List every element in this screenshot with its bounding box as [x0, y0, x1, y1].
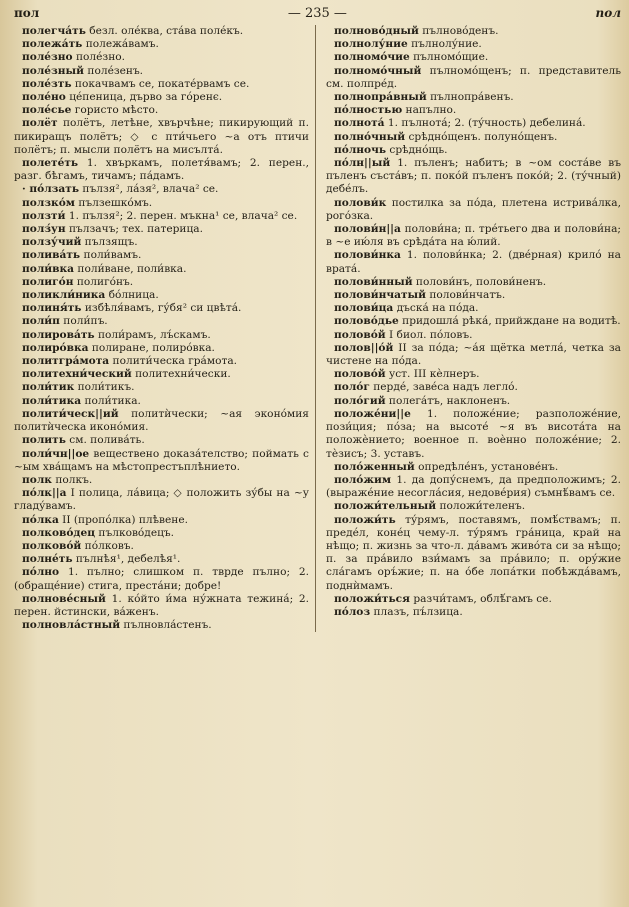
- entry-translation: 1. полови́нка; 2. (две́рная) крило́ на врата́.: [326, 249, 621, 275]
- entry-headword: по́лоз: [334, 605, 371, 618]
- entry-headword: полиго́н: [22, 275, 74, 288]
- dictionary-entry: [326, 289, 621, 302]
- entry-translation: напълно.: [402, 104, 457, 117]
- entry-headword: полз́ун: [22, 223, 66, 236]
- entry-translation: пълномо́щие.: [409, 51, 489, 64]
- entry-translation: дъска́ на по́да.: [393, 302, 479, 315]
- entry-translation: пълнолу́ние.: [407, 38, 482, 51]
- entry-translation: положи́теленъ.: [436, 500, 526, 513]
- right-guide-word: пол: [595, 6, 621, 20]
- entry-headword: ползти́: [22, 209, 66, 222]
- dictionary-entry: [326, 606, 621, 619]
- entry-translation: пълзя², ла́зя², влача² се.: [79, 183, 219, 196]
- entry-headword: полежа́ть: [22, 38, 83, 51]
- entry-translation: пълнопра́венъ.: [426, 91, 514, 104]
- entry-headword: полково́дец: [22, 526, 96, 539]
- entry-translation: 1. пълно; слишком п. тврде пълно; 2. (обраще́ние) стига, преста́ни; добре!: [14, 566, 309, 592]
- entry-translation: 1. да допу́снемъ, да предположимъ; 2. (выраже́ние несогла́сия, недове́рия) съмнѣ́вамъ се.: [326, 473, 621, 500]
- entry-headword: полово́й: [334, 368, 386, 381]
- entry-headword: поло́жим: [334, 473, 392, 486]
- entry-headword: положи́ть: [334, 513, 396, 526]
- entry-translation: полити́ческа гра́мота.: [109, 355, 238, 368]
- entry-translation: II (пропо́лка) плѣвене.: [58, 513, 188, 526]
- left-column: [14, 25, 316, 632]
- entry-headword: полиро́вка: [22, 341, 89, 354]
- dictionary-entry: [14, 263, 309, 276]
- entry-translation: пълнѣя¹, дебелѣя¹.: [72, 553, 181, 566]
- dictionary-entry: [326, 474, 621, 500]
- dictionary-entry: [326, 302, 621, 315]
- dictionary-entry: [14, 527, 309, 540]
- entry-headword: поло́гий: [334, 394, 386, 407]
- dictionary-entry: [14, 183, 309, 196]
- entry-translation: политехни́чески.: [131, 368, 231, 381]
- entry-headword: полегча́ть: [22, 25, 86, 37]
- entry-headword: полива́ть: [22, 249, 81, 262]
- entry-translation: пълновла́стенъ.: [120, 619, 212, 632]
- entry-translation: полиране, полиро́вка.: [88, 341, 215, 354]
- dictionary-entry: [326, 91, 621, 104]
- entry-headword: поли́вка: [22, 262, 75, 275]
- entry-headword: ползко́м: [22, 196, 75, 209]
- entry-headword: положи́ться: [334, 592, 410, 605]
- columns: [14, 25, 621, 632]
- entry-translation: пълзачъ; тех. патерица.: [65, 223, 203, 236]
- entry-translation: плазъ, пъ́лзица.: [370, 605, 463, 618]
- dictionary-entry: [14, 355, 309, 368]
- entry-translation: 1. пълзя²; 2. перен. мъкна¹ се, влача² се.: [65, 209, 298, 222]
- dictionary-entry: [14, 315, 309, 328]
- dictionary-entry: [14, 487, 309, 513]
- entry-headword: полови́к: [334, 196, 387, 209]
- entry-headword: поло́г: [334, 381, 370, 394]
- entry-translation: политѝчески; ~ая эконо́мия политѝческа иконо́мия.: [14, 407, 309, 434]
- entry-translation: поли́тика.: [81, 394, 141, 407]
- dictionary-entry: [326, 25, 621, 38]
- entry-headword: поле́зть: [22, 77, 72, 90]
- entry-translation: пълзящъ.: [81, 236, 138, 249]
- dictionary-entry: [326, 593, 621, 606]
- entry-translation: постилка за по́да, плетена истрива́лка, рого́зка.: [326, 196, 621, 222]
- page-header: [14, 6, 621, 22]
- entry-headword: поли́тика: [22, 394, 82, 407]
- dictionary-entry: [14, 210, 309, 223]
- dictionary-entry: [326, 514, 621, 593]
- entry-headword: полирова́ть: [22, 328, 95, 341]
- dictionary-entry: [14, 474, 309, 487]
- dictionary-entry: [326, 249, 621, 275]
- dictionary-entry: [14, 408, 309, 434]
- dictionary-entry: [14, 104, 309, 117]
- dictionary-entry: [14, 381, 309, 394]
- dictionary-entry: [14, 514, 309, 527]
- entry-translation: см. полива́ть.: [65, 434, 145, 447]
- dictionary-entry: [326, 223, 621, 249]
- dictionary-entry: [326, 131, 621, 144]
- entry-translation: це́пеница, дърво за го́ренє.: [65, 91, 223, 104]
- entry-headword: полно́чный: [334, 130, 406, 143]
- entry-translation: поле́зно.: [72, 51, 126, 64]
- dictionary-entry: [14, 157, 309, 183]
- dictionary-entry: [14, 197, 309, 210]
- page-number: — 235 —: [287, 6, 347, 21]
- entry-translation: I полица, ла́вица; ◇ положить зу́бы на ~у гладу́вамъ.: [14, 487, 309, 513]
- entry-translation: пълномо́щенъ; п. представитель см. полпре́д.: [326, 64, 621, 90]
- dictionary-entry: [326, 144, 621, 157]
- dictionary-entry: [14, 289, 309, 302]
- dictionary-entry: [326, 381, 621, 394]
- entry-headword: полити́ческ||ий: [22, 407, 119, 420]
- entry-headword: по́лка: [22, 513, 59, 526]
- entry-translation: 1. ко́йто и́ма ну́жната тежина́; 2. перен. йстински, ва́женъ.: [14, 592, 309, 618]
- entry-translation: придошла́ рѣка́, прийждане на водитѣ.: [398, 315, 621, 328]
- entry-translation: по́лковъ.: [81, 539, 134, 552]
- dictionary-entry: [14, 540, 309, 553]
- entry-translation: поли́пъ.: [59, 315, 108, 328]
- entry-translation: полови́нчатъ.: [426, 289, 506, 302]
- entry-headword: полнопра́вный: [334, 91, 427, 104]
- left-guide-word: пол: [14, 6, 40, 20]
- entry-headword: поли́тик: [22, 381, 75, 394]
- dictionary-entry: [14, 117, 309, 157]
- dictionary-entry: [14, 276, 309, 289]
- entry-translation: поли́тикъ.: [74, 381, 135, 394]
- entry-headword: поло́женный: [334, 460, 415, 473]
- dictionary-entry: [14, 249, 309, 262]
- entry-headword: · по́лзать: [22, 183, 80, 196]
- entry-headword: ползу́чий: [22, 236, 82, 249]
- entry-translation: разчи́тамъ, облѣ́гамъ се.: [409, 592, 552, 605]
- entry-headword: полови́ца: [334, 302, 394, 315]
- dictionary-entry: [14, 566, 309, 592]
- entry-headword: полово́й: [334, 328, 386, 341]
- dictionary-entry: [14, 91, 309, 104]
- entry-headword: по́лк||а: [22, 487, 67, 500]
- entry-headword: по́лн||ый: [334, 157, 391, 170]
- dictionary-entry: [326, 368, 621, 381]
- entry-translation: срѣдно́щенъ. полуно́щенъ.: [405, 130, 558, 143]
- entry-headword: по́лночь: [334, 143, 387, 156]
- entry-translation: полови́на; п. тре́тьего два и полови́на; в ~е ию́ля въ срѣда́та на ю́лий.: [326, 223, 621, 249]
- entry-headword: поли́чн||ое: [22, 447, 90, 460]
- dictionary-entry: [326, 117, 621, 130]
- entry-headword: положе́ни||е: [334, 407, 411, 420]
- entry-headword: полновла́стный: [22, 619, 121, 632]
- entry-translation: опредѣле́нъ, установе́нъ.: [414, 460, 559, 473]
- dictionary-entry: [326, 38, 621, 51]
- entry-translation: 1. положе́ние; разположе́ние, пози́ция; по́за; на высоте́ ~я въ висота́та на положѐнието; военное п. воѐнно положе́ние; 2. тѐзисъ; 3. уставъ.: [326, 407, 621, 460]
- dictionary-entry: [14, 448, 309, 474]
- dictionary-entry: [326, 461, 621, 474]
- entry-headword: полиня́ть: [22, 302, 82, 315]
- entry-headword: полово́дье: [334, 315, 399, 328]
- entry-headword: полови́нный: [334, 275, 413, 288]
- dictionary-entry: [326, 408, 621, 461]
- dictionary-entry: [326, 395, 621, 408]
- entry-headword: полови́нчатый: [334, 289, 426, 302]
- entry-translation: поли́ване, поли́вка.: [74, 262, 187, 275]
- dictionary-entry: [326, 51, 621, 64]
- entry-translation: ту́рямъ, поставямъ, помѣ́ствамъ; п. преде́л, коне́ц чему-л. ту́рямъ гра́ница, край на нѣщо; п. жизнь за что-л. да́вамъ живо́та си за нѣщо; п. за пра́вило взи́мамъ за пра́вило; п. ору́жие сла́гамъ оръ́жие; п. на о́бе лопа́тки побѣжда́вамъ, поднѝмамъ.: [326, 513, 621, 592]
- entry-translation: 1. хвъркамъ, полетя́вамъ; 2. перен., разг. бѣгамъ, тичамъ; па́дамъ.: [14, 157, 309, 183]
- dictionary-entry: [14, 65, 309, 78]
- entry-translation: 1. пълнота́; 2. (ту́чность) дебелина́.: [384, 117, 586, 130]
- entry-headword: полете́ть: [22, 157, 79, 170]
- entry-headword: поле́сье: [22, 104, 72, 117]
- dictionary-entry: [326, 276, 621, 289]
- entry-translation: полкъ.: [51, 473, 93, 486]
- entry-translation: 1. пъленъ; набитъ; в ~ом соста́ве въ пъленъ съста́въ; п. поко́й пъленъ поко́й; 2. (ту́чный) дебе́лъ.: [326, 157, 621, 196]
- entry-headword: полови́нка: [334, 249, 401, 262]
- entry-translation: I биол. по́ловъ.: [385, 328, 473, 341]
- dictionary-entry: [14, 342, 309, 355]
- dictionary-entry: [326, 500, 621, 513]
- entry-headword: положи́тельный: [334, 500, 437, 513]
- entry-translation: полиго́нъ.: [73, 275, 134, 288]
- entry-translation: веществено доказа́телство; поймать с ~ым хва́щамъ на мѣстопрестъплѣнието.: [14, 447, 309, 473]
- entry-headword: поли́п: [22, 315, 60, 328]
- entry-translation: гористо мѣсто.: [71, 104, 159, 117]
- dictionary-entry: [326, 329, 621, 342]
- entry-headword: поле́зно: [22, 51, 73, 64]
- dictionary-entry: [14, 223, 309, 236]
- entry-translation: пълзешко́мъ.: [74, 196, 153, 209]
- dictionary-entry: [14, 38, 309, 51]
- dictionary-entry: [14, 593, 309, 619]
- entry-headword: поликли́ника: [22, 289, 106, 302]
- right-column: [326, 25, 621, 632]
- dictionary-entry: [326, 157, 621, 197]
- entry-headword: полномо́чный: [334, 64, 422, 77]
- entry-headword: полне́ть: [22, 553, 73, 566]
- entry-headword: полномо́чие: [334, 51, 410, 64]
- entry-translation: поли́рамъ, лъ́скамъ.: [94, 328, 211, 341]
- entry-translation: полётъ, летѣне, хвърчѣне; пикирующий п. пикиращъ полётъ; ◇ с пти́чьего ~а отъ птичи полётъ; п. мысли полётъ на мисълта́.: [14, 117, 309, 156]
- entry-translation: полега́тъ, наклоненъ.: [385, 394, 511, 407]
- dictionary-entry: [326, 342, 621, 368]
- dictionary-entry: [14, 329, 309, 342]
- entry-translation: бо́лница.: [105, 289, 159, 302]
- entry-translation: II за по́да; ~а́я щётка метла́, четка за чистене на по́да.: [326, 341, 621, 368]
- entry-headword: полов||о́й: [334, 341, 394, 354]
- entry-headword: по́лно: [22, 566, 60, 579]
- entry-translation: полови́нъ, полови́ненъ.: [412, 275, 547, 288]
- entry-headword: полнолу́ние: [334, 38, 408, 51]
- entry-headword: полови́н||а: [334, 223, 401, 236]
- dictionary-entry: [14, 395, 309, 408]
- entry-translation: пълково́децъ.: [95, 526, 175, 539]
- dictionary-entry: [326, 65, 621, 91]
- entry-translation: покачвамъ се, покате́рвамъ се.: [71, 77, 250, 90]
- dictionary-entry: [326, 197, 621, 223]
- dictionary-entry: [326, 104, 621, 117]
- dictionary-entry: [14, 553, 309, 566]
- entry-translation: уст. III кѐлнеръ.: [385, 368, 480, 381]
- entry-headword: полить: [22, 434, 66, 447]
- entry-headword: полново́дный: [334, 25, 419, 37]
- entry-headword: полёт: [22, 117, 58, 130]
- dictionary-entry: [14, 619, 309, 632]
- entry-translation: срѣдно́щь.: [386, 143, 448, 156]
- dictionary-entry: [14, 368, 309, 381]
- entry-headword: политехни́ческий: [22, 368, 132, 381]
- dictionary-entry: [326, 315, 621, 328]
- entry-headword: полково́й: [22, 539, 82, 552]
- entry-translation: перде́, заве́са надъ легло́.: [369, 381, 518, 394]
- dictionary-entry: [14, 302, 309, 315]
- dictionary-entry: [14, 236, 309, 249]
- entry-translation: безл. оле́ква, ста́ва поле́къ.: [85, 25, 244, 37]
- entry-translation: поле́зенъ.: [84, 64, 144, 77]
- entry-headword: поле́зный: [22, 64, 85, 77]
- entry-translation: пълново́денъ.: [418, 25, 499, 37]
- entry-headword: полнота́: [334, 117, 385, 130]
- entry-headword: полк: [22, 473, 52, 486]
- entry-headword: политгра́мота: [22, 355, 110, 368]
- dictionary-entry: [14, 434, 309, 447]
- dictionary-entry: [14, 78, 309, 91]
- entry-translation: поли́вамъ.: [80, 249, 142, 262]
- entry-headword: поле́но: [22, 91, 66, 104]
- entry-headword: по́лностью: [334, 104, 403, 117]
- dictionary-entry: [14, 51, 309, 64]
- entry-translation: избѣля́вамъ, гу́бя² си цвѣта́.: [81, 302, 242, 315]
- dictionary-entry: [14, 25, 309, 38]
- entry-translation: полежа́вамъ.: [82, 38, 159, 51]
- entry-headword: полнове́сный: [22, 592, 106, 605]
